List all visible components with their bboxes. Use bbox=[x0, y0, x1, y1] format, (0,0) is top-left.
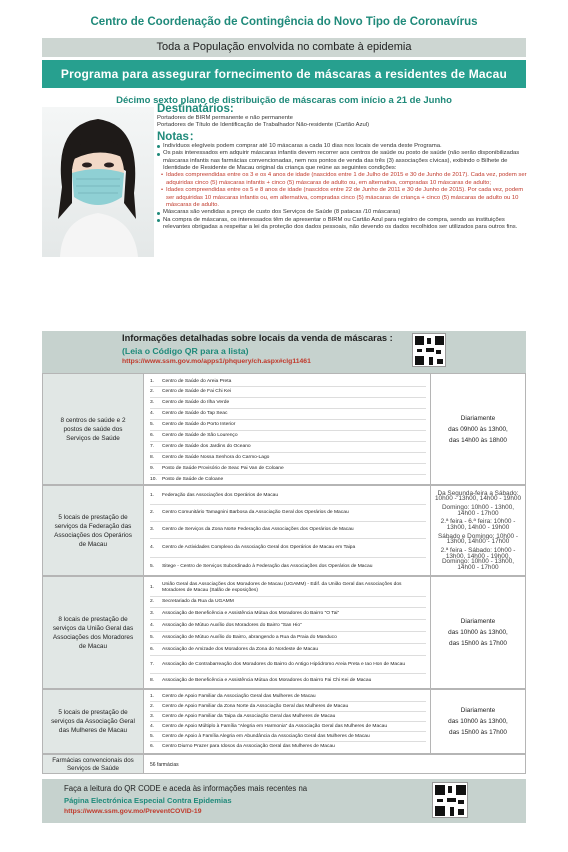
hours-line: das 14h00 às 18h00 bbox=[449, 436, 507, 444]
info-url[interactable]: https://www.ssm.gov.mo/apps1/phquery/ch.aspx#clg11461 bbox=[122, 358, 311, 365]
section-label: 5 locais de prestação de serviços da Federação das Associações dos Operários de Macau bbox=[43, 486, 143, 575]
recipient-line: Portadores de Título de Identificação de Trabalhador Não-residente (Cartão Azul) bbox=[157, 122, 370, 129]
note-item: Máscaras são vendidas a preço de custo dos Serviços de Saúde (8 patacas /10 máscaras) bbox=[157, 209, 529, 216]
hours-line: Diariamente bbox=[460, 618, 496, 625]
list-item: 4. Centro de Saúde do Tap Seac bbox=[150, 409, 426, 420]
qr-code-icon[interactable] bbox=[432, 782, 468, 818]
footer-text: Faça a leitura do QR CODE e aceda às informações mais recentes na bbox=[64, 784, 308, 793]
list-item: 2. Centro de Saúde de Fai Chi Kei bbox=[150, 387, 426, 398]
list-item: 2. Centro Comunitário Tamagnini Barbosa da Associação Geral dos Operários de Macau bbox=[150, 505, 426, 522]
opening-hours bbox=[431, 486, 525, 575]
list-item: 3. Centro de Apoio Familiar da Taipa da Associação Geral das Mulheres de Macau bbox=[150, 712, 426, 722]
hours-line: Domingo: 10h00 - 13h00, 14h00 - 17h00 bbox=[441, 503, 515, 517]
hours-line: Da Segunda-feira a Sábado: 10h00 - 13h00, 14h00 - 19h00 bbox=[435, 489, 521, 503]
hours-line: Sábado e Domingo: 10h00 - 13h00, 14h00 - 17h00 bbox=[438, 532, 518, 546]
list-item: 8. Associação de Beneficência e Assistência Mútua dos Moradores do Bairro Fai Chi Kei de Macau bbox=[150, 677, 372, 683]
woman-with-mask-photo bbox=[42, 107, 154, 257]
list-item: 1. União Geral das Associações dos Moradores de Macau (UGAMM) - Edif. da União Geral das Associações dos Moradores de Macau (Salão de exposições) bbox=[150, 579, 426, 597]
qr-code-icon[interactable] bbox=[412, 333, 446, 367]
section-label: 8 centros de saúde e 2 postos de saúde dos Serviços de Saúde bbox=[43, 374, 143, 484]
list-item: 2. Centro de Apoio Familiar da Zona Norte da Associação Geral das Mulheres de Macau bbox=[150, 702, 426, 712]
list-item: 6. Associação de Amizade dos Moradores da Zona do Nordeste de Macau bbox=[150, 644, 426, 656]
list-item: 3. Centro de Serviços da Zona Norte Federação das Associações dos Operários de Macau bbox=[150, 522, 426, 539]
note-subitem: • Idades compreendidas entre os 5 e 8 anos de idade (nascidos entre 22 de Junho de 2011 e 30 de Junho de 2015). Por cada vez, podem ser adquiridas 10 máscaras infantis ou, em alternativa, compradas cinco (5) máscaras de criança + cinco (5) máscaras de adulto ou 10 máscaras de adulto. bbox=[157, 187, 529, 209]
hours-line: Diariamente bbox=[460, 414, 496, 422]
footer-url[interactable]: https://www.ssm.gov.mo/PreventCOVID-19 bbox=[64, 808, 202, 815]
program-band: Programa para assegurar fornecimento de máscaras a residentes de Macau bbox=[42, 60, 526, 88]
footer-page-title: Página Electrónica Especial Contra Epidemias bbox=[64, 796, 232, 805]
main-title: Centro de Coordenação de Contingência do Novo Tipo de Coronavírus bbox=[90, 16, 478, 28]
pharmacies-count: 56 farmácias bbox=[143, 755, 525, 773]
list-item: 5. Centro de Saúde do Porto Interior bbox=[150, 420, 426, 431]
health-centers-section bbox=[42, 373, 526, 485]
hours-line: das 15h00 às 17h00 bbox=[449, 640, 507, 647]
residents-union-section bbox=[42, 576, 526, 689]
list-item: 2. Secretariado da Rua da UGAMM bbox=[150, 597, 426, 608]
notes-heading: Notas： bbox=[157, 130, 201, 143]
list-item: 4. Centro de Actividades Complexo da Associação Geral dos Operários de Macau em Taipa bbox=[150, 539, 426, 558]
hours-line: das 10h00 às 13h00, bbox=[448, 629, 508, 636]
list-item: 1. Centro de Saúde do Areia Preta bbox=[150, 377, 426, 387]
hours-line: das 15h00 às 17h00 bbox=[449, 729, 507, 736]
list-item: 5. Sitege - Centro de Serviços Subordinado à Federação das Associações dos Operários de Macau bbox=[150, 563, 373, 569]
location-list bbox=[143, 690, 431, 753]
hours-line: 2.ª feira - 6.ª feira: 10h00 - 13h00, 14h00 - 19h00 bbox=[440, 518, 516, 531]
pharmacies-row bbox=[42, 754, 526, 774]
list-item: 6. Centro de Saúde de São Lourenço bbox=[150, 431, 426, 442]
list-item: 9. Posto de Saúde Provisório de Seac Pai Van de Coloane bbox=[150, 464, 426, 475]
population-band: Toda a População envolvida no combate à epidemia bbox=[42, 38, 526, 57]
workers-federation-section bbox=[42, 485, 526, 576]
location-list bbox=[143, 577, 431, 688]
list-item: 1. Centro de Apoio Familiar da Associação Geral das Mulheres de Macau bbox=[150, 692, 426, 702]
list-item: 3. Associação de Beneficência e Assistência Mútua dos Moradores do Bairro “O Tai” bbox=[150, 608, 426, 620]
section-label: 5 locais de prestação de serviços da Associação Geral das Mulheres de Macau bbox=[43, 690, 143, 753]
opening-hours bbox=[431, 577, 525, 688]
section-label: Farmácias convencionais dos Serviços de Saúde bbox=[43, 755, 143, 773]
note-subitem: • Idades compreendidas entre os 3 e os 4 anos de idade (nascidos entre 1 de Julho de 2015 e 30 de Junho de 2017). Cada vez, podem ser adquiridas cinco (5) máscaras infantis + cinco (5) máscaras de adulto ou, em alternativa, compradas 10 máscaras de adulto; bbox=[157, 172, 529, 187]
section-label: 8 locais de prestação de serviços da União Geral das Associações dos Moradores de Macau bbox=[43, 577, 143, 688]
notes-content bbox=[157, 103, 529, 232]
plan-subtitle: Décimo sexto plano de distribuição de máscaras com início a 21 de Junho bbox=[116, 95, 452, 106]
list-item: 3. Centro de Saúde do Ilha Verde bbox=[150, 398, 426, 409]
footer-box bbox=[42, 779, 526, 823]
list-item: 4. Centro de Apoio Múltiplo à Família “Alegria em Harmonia” da Associação Geral das Mulheres de Macau bbox=[150, 722, 426, 732]
note-item: Os pais interessados em adquirir máscaras infantis devem recorrer aos centros de saúde ou posto de saúde (não serão disponibilizadas máscaras infantis nas farmácias convencionadas, nem nos pontos de venda das três (3) associações cívicas), exibindo o Bilhete de Identidade de Residente de Macau original da criança que reúne as seguintes condições: bbox=[157, 150, 529, 172]
info-box bbox=[42, 331, 526, 373]
list-item: 1. Federação das Associações dos Operários de Macau bbox=[150, 488, 426, 505]
note-item: Na compra de máscaras, os interessados têm de apresentar o BIRM ou Cartão Azul para registro de compra, sendo as instituições relevantes obrigadas a respeitar a lei da proteção dos dados pessoais, não devendo os dados recolhidos ser utilizados para outros fins. bbox=[157, 217, 529, 232]
list-item: 5. Associação de Mútuo Auxílio do Bairro, abrangendo a Rua da Praia do Manduco bbox=[150, 632, 426, 644]
opening-hours bbox=[431, 374, 525, 484]
hours-line: das 09h00 às 13h00, bbox=[448, 425, 508, 433]
location-list bbox=[143, 486, 431, 575]
list-item: 4. Associação de Mútuo Auxílio dos Moradores do Bairro “San Hio” bbox=[150, 620, 426, 632]
list-item: 7. Centro de Saúde dos Jardins do Oceano bbox=[150, 442, 426, 453]
recipient-line: Portadores de BIRM permanente e não permanente bbox=[157, 115, 293, 121]
list-item: 10. Posto de Saúde de Coloane bbox=[150, 477, 224, 482]
list-item: 7. Associação de Contrabarreação dos Moradores do Bairro do Antigo Hipódromo Areia Preta e Iao Hon de Macau bbox=[150, 656, 426, 674]
list-item: 8. Centro de Saúde Nossa Senhora do Carmo-Lago bbox=[150, 453, 426, 464]
hours-line: Diariamente bbox=[460, 707, 496, 714]
hours-line: das 10h00 às 13h00, bbox=[448, 718, 508, 725]
location-list bbox=[143, 374, 431, 484]
opening-hours bbox=[431, 690, 525, 753]
hours-line: 2.ª feira - Sábado: 10h00 - 13h00, 14h00 - 19h00, Domingo: 10h00 - 13h00, 14h00 - 17h00 bbox=[440, 547, 516, 571]
list-item: 5. Centro de Apoio à Família Alegria em Abundância da Associação Geral das Mulheres de Macau bbox=[150, 732, 426, 742]
list-item: 6. Centro Diurno Prazer para Idosos da Associação Geral das Mulheres de Macau bbox=[150, 744, 335, 749]
note-item: Indivíduos elegíveis podem comprar até 10 máscaras a cada 10 dias nos locais de venda deste Programa. bbox=[157, 143, 529, 150]
womens-association-section bbox=[42, 689, 526, 754]
recipients-heading: Destinatários: bbox=[157, 103, 234, 115]
info-qr-hint: (Leia o Código QR para a lista) bbox=[122, 346, 249, 356]
info-heading: Informações detalhadas sobre locais da venda de máscaras : bbox=[122, 333, 393, 343]
